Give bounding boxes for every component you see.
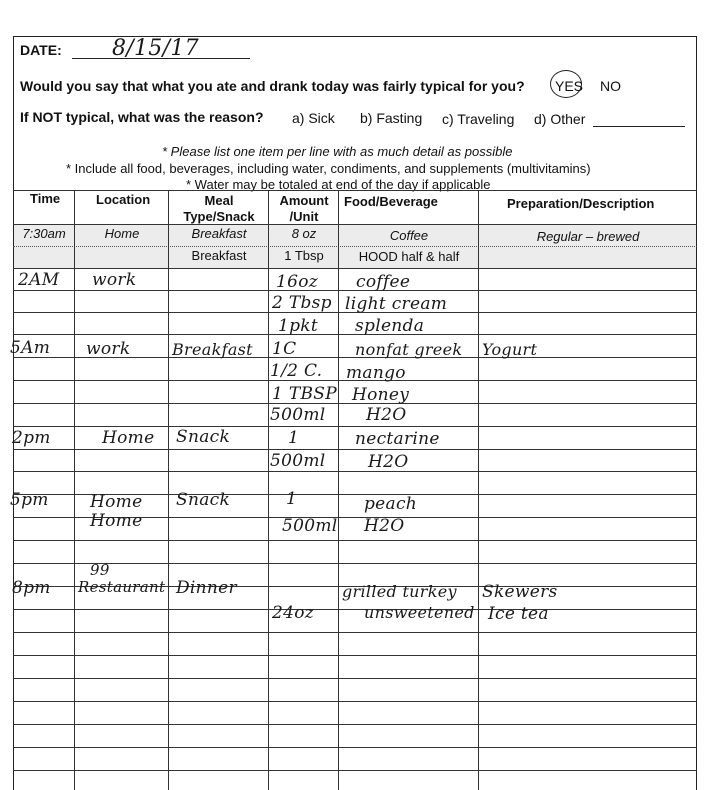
entry-food: mango xyxy=(346,363,406,383)
entry-food: coffee xyxy=(356,272,411,292)
entry-location-note: 99 xyxy=(90,561,110,579)
entry-food: light cream xyxy=(345,294,448,314)
row-line xyxy=(13,678,697,679)
entry-time: 5pm xyxy=(10,490,49,510)
entry-food: Honey xyxy=(352,385,410,405)
row-line xyxy=(13,246,697,247)
entry-food: H2O xyxy=(364,516,405,536)
entry-amount: 1 xyxy=(286,489,298,509)
entry-meal: Dinner xyxy=(176,578,237,598)
entry-amount: 1pkt xyxy=(278,316,319,336)
col-header-meal: Meal Type/Snack xyxy=(183,193,255,224)
instruction-1: * Please list one item per line with as much detail as possible xyxy=(162,144,513,159)
example-meal: Breakfast xyxy=(191,226,247,241)
col-divider xyxy=(268,190,269,790)
entry-meal: Snack xyxy=(176,490,231,510)
entry-amount: 1 TBSP xyxy=(272,384,337,404)
example-food: Coffee xyxy=(389,228,429,243)
col-header-location: Location xyxy=(96,192,151,207)
date-value: 8/15/17 xyxy=(112,36,199,61)
col-header-amount: Amount /Unit xyxy=(279,193,329,224)
entry-food: H2O xyxy=(368,452,409,472)
yes-option: YES xyxy=(555,78,584,94)
row-line xyxy=(13,655,697,656)
entry-meal: Snack xyxy=(176,427,231,447)
row-line xyxy=(13,770,697,771)
entry-location: work xyxy=(92,270,137,290)
example-food-2: HOOD half & half xyxy=(358,249,460,264)
row-line xyxy=(13,449,697,450)
entry-meal: Breakfast xyxy=(172,340,253,359)
row-line xyxy=(13,701,697,702)
reason-question: If NOT typical, what was the reason? xyxy=(20,109,264,125)
example-location: Home xyxy=(104,226,140,241)
entry-amount: 2 Tbsp xyxy=(272,293,332,313)
entry-amount: 500ml xyxy=(270,405,326,425)
col-divider xyxy=(478,190,479,790)
entry-food: nonfat greek xyxy=(355,340,463,359)
row-line xyxy=(13,224,697,225)
entry-prep: Yogurt xyxy=(482,340,538,359)
reason-other: d) Other xyxy=(534,111,586,127)
example-time: 7:30am xyxy=(22,226,66,241)
row-line xyxy=(13,290,697,291)
reason-traveling: c) Traveling xyxy=(442,111,515,127)
table-top-border xyxy=(13,190,697,191)
row-line xyxy=(13,724,697,725)
no-option: NO xyxy=(600,78,621,94)
entry-food: unsweetened xyxy=(364,603,475,622)
entry-time: 2pm xyxy=(12,428,51,448)
row-line xyxy=(13,471,697,472)
entry-amount: 1 xyxy=(288,428,300,448)
row-line xyxy=(13,268,697,269)
entry-amount: 16oz xyxy=(276,272,319,292)
entry-location: Restaurant xyxy=(78,578,166,596)
entry-food: peach xyxy=(364,494,418,514)
entry-amount: 24oz xyxy=(272,603,315,623)
entry-amount: 500ml xyxy=(282,516,338,536)
example-amount-2: 1 Tbsp xyxy=(284,248,324,263)
entry-location: Home xyxy=(90,511,143,531)
entry-prep: Ice tea xyxy=(488,604,549,624)
row-line xyxy=(13,747,697,748)
col-divider xyxy=(74,190,75,790)
entry-location: work xyxy=(86,339,131,359)
col-divider xyxy=(338,190,339,790)
entry-food: nectarine xyxy=(355,429,440,449)
date-label: DATE: xyxy=(20,42,62,58)
example-meal-2: Breakfast xyxy=(191,248,247,263)
col-header-food: Food/Beverage xyxy=(344,194,438,209)
reason-sick: a) Sick xyxy=(292,110,335,126)
entry-time: 8pm xyxy=(12,578,51,598)
reason-fasting: b) Fasting xyxy=(360,110,423,126)
row-line xyxy=(13,563,697,564)
entry-food: grilled turkey xyxy=(342,582,457,601)
entry-food: splenda xyxy=(355,316,425,336)
entry-prep: Skewers xyxy=(482,582,558,602)
entry-amount: 1C xyxy=(272,339,297,359)
row-line xyxy=(13,540,697,541)
col-divider xyxy=(168,190,169,790)
col-header-prep: Preparation/Description xyxy=(507,196,655,211)
entry-time: 5Am xyxy=(10,338,51,358)
other-underline xyxy=(593,126,685,127)
instruction-2: * Include all food, beverages, including water, condiments, and supplements (multivitamins) xyxy=(66,161,591,176)
typical-question: Would you say that what you ate and drank today was fairly typical for you? xyxy=(20,78,525,94)
row-line xyxy=(13,426,697,427)
example-prep: Regular – brewed xyxy=(536,229,640,244)
example-amount: 8 oz xyxy=(291,226,317,241)
entry-food: H2O xyxy=(366,405,407,425)
row-line xyxy=(13,632,697,633)
col-header-time: Time xyxy=(30,191,61,206)
entry-amount: 500ml xyxy=(270,451,326,471)
entry-amount: 1/2 C. xyxy=(270,361,323,381)
entry-time: 2AM xyxy=(18,270,60,290)
entry-location: Home xyxy=(102,428,155,448)
entry-location: Home xyxy=(90,492,143,512)
instruction-3: * Water may be totaled at end of the day if applicable xyxy=(186,177,491,192)
row-line xyxy=(13,609,697,610)
